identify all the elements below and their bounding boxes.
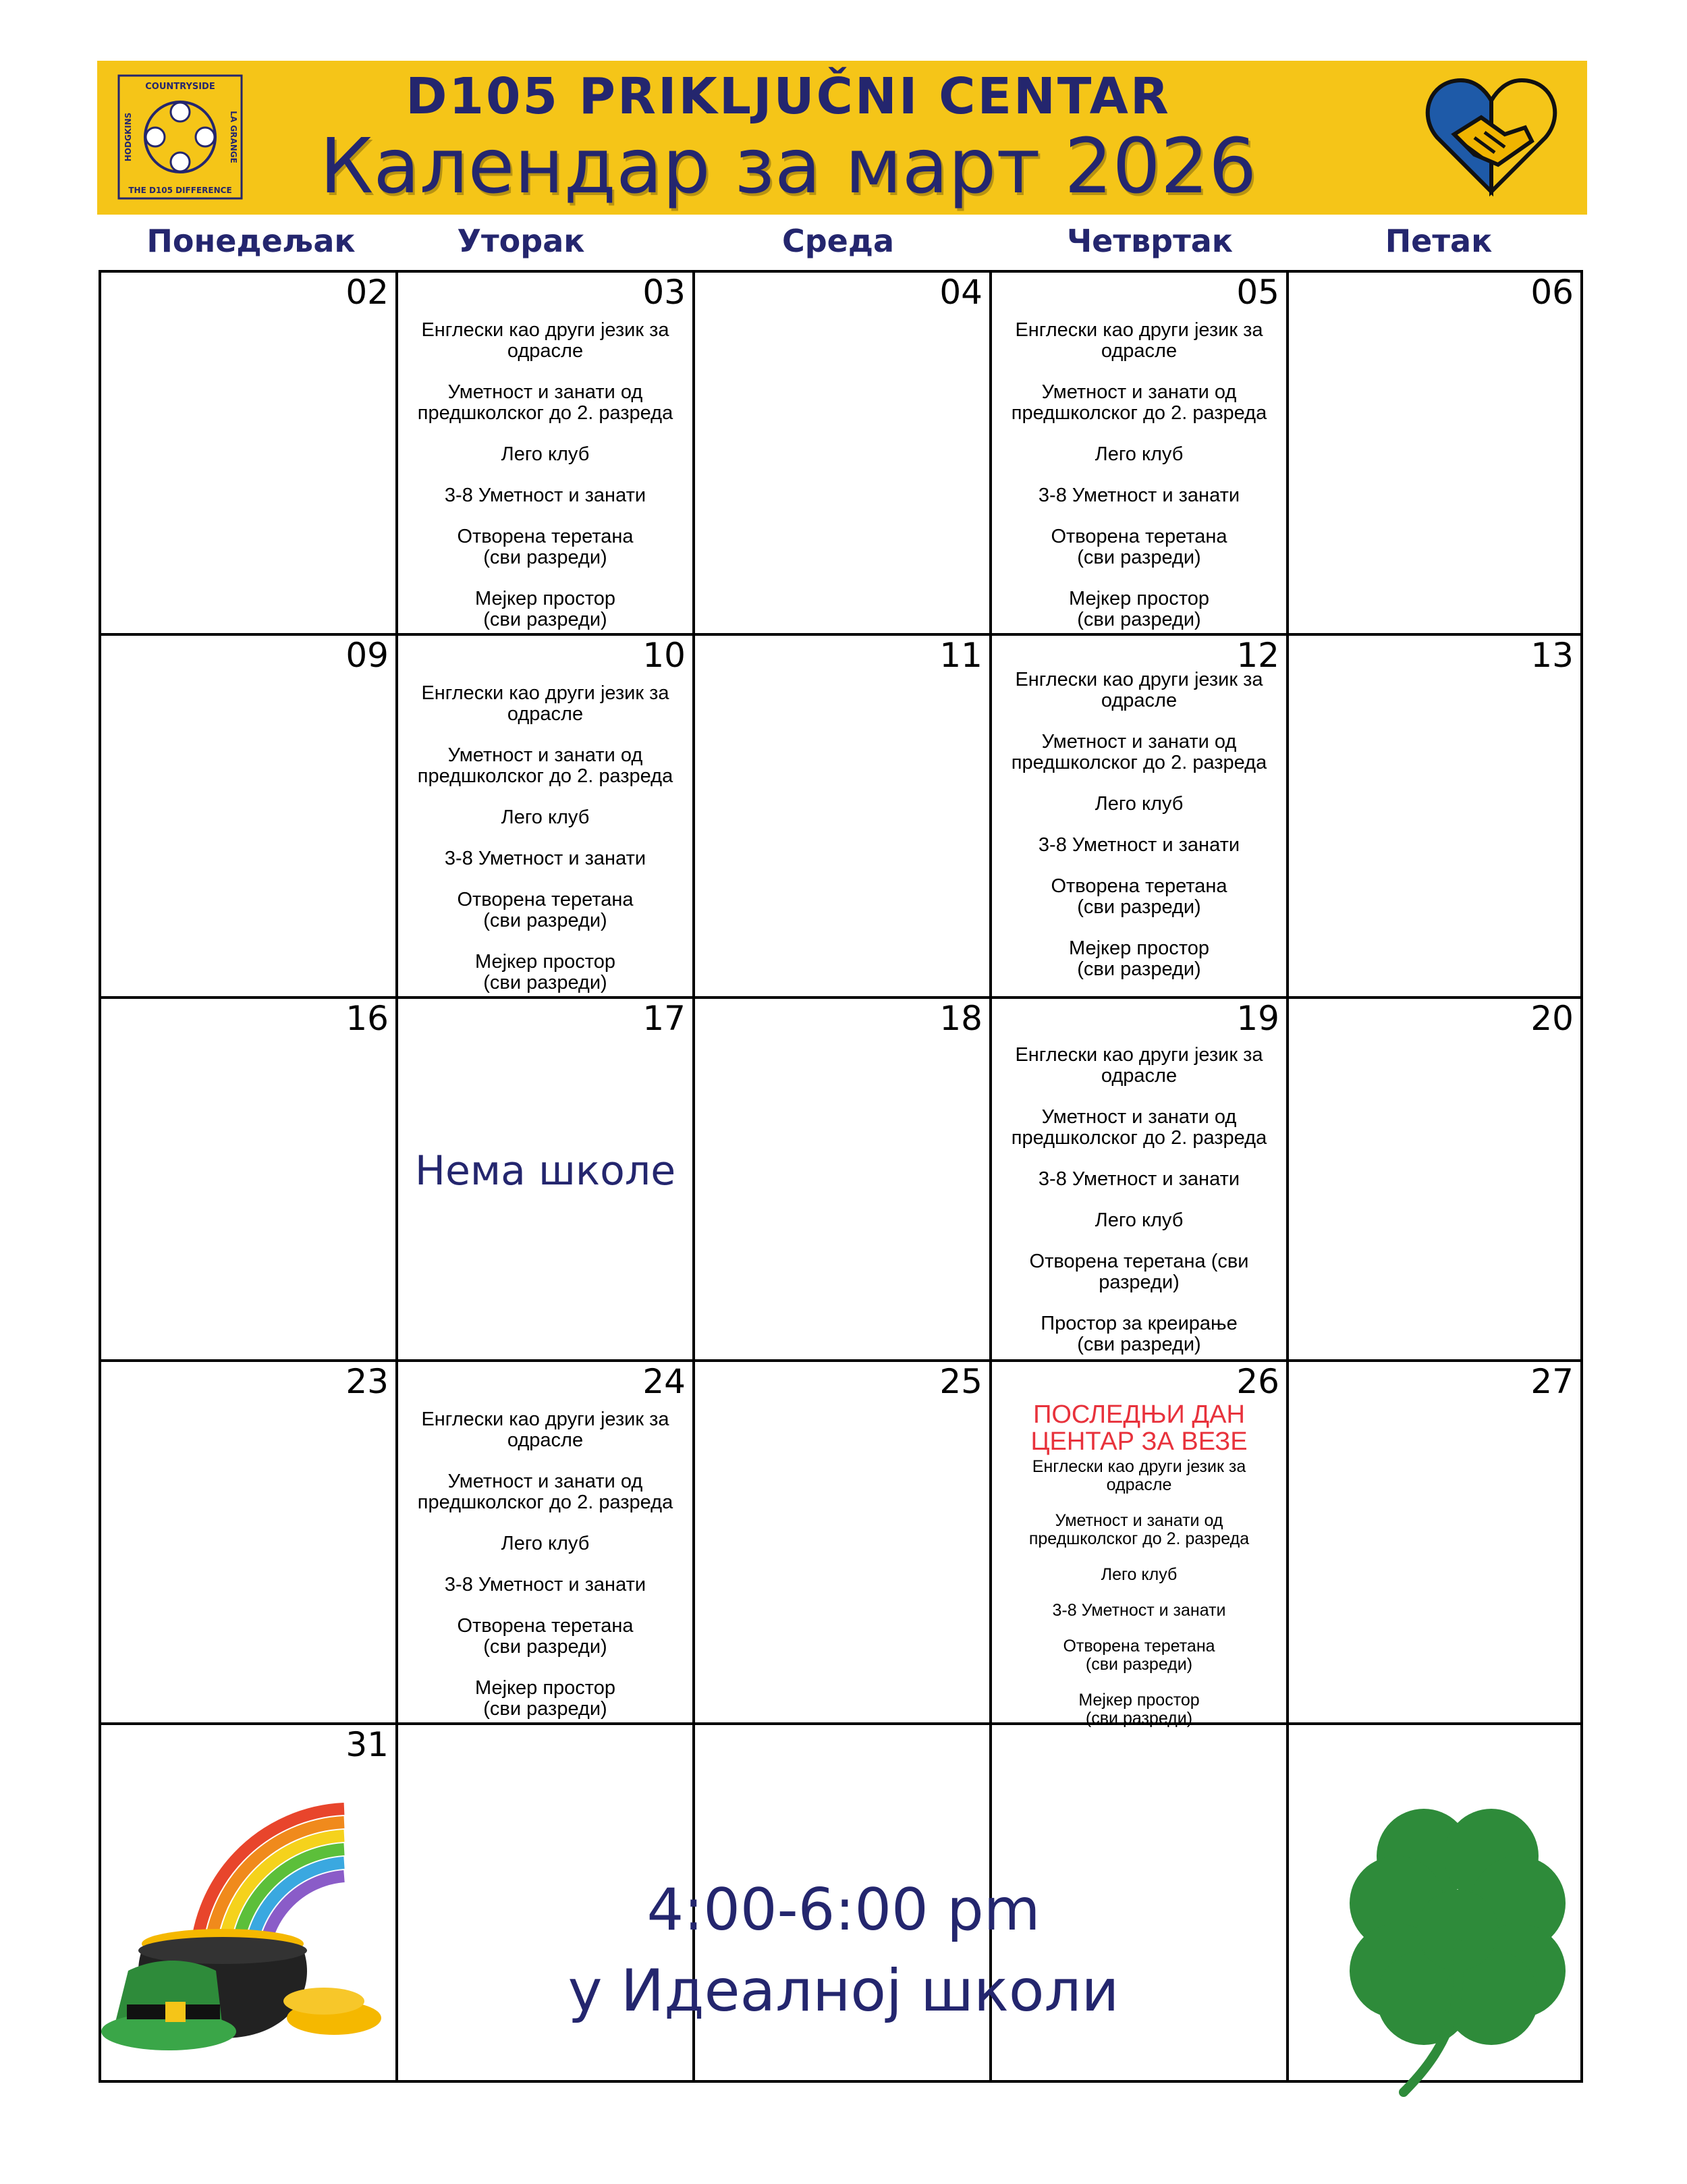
day-number: 13 <box>1530 636 1574 675</box>
calendar-day-cell <box>1289 1362 1580 1725</box>
weekday-monday: Понедељак <box>146 223 356 259</box>
day-number: 31 <box>345 1725 389 1764</box>
activity-item: 3-8 Уметност и занати <box>444 485 646 506</box>
activity-item: Енглески као други језик за одрасле <box>421 1409 669 1451</box>
activity-item: 3-8 Уметност и занати <box>1052 1601 1226 1620</box>
day-number: 02 <box>345 273 389 312</box>
activity-item: 3-8 Уметност и занати <box>1038 834 1240 856</box>
calendar-day-cell <box>101 999 398 1362</box>
activity-item: Отворена теретана (сви разреди) <box>1051 526 1227 568</box>
center-title-text: D105 PRIKLJUČNI CENTAR <box>406 67 1171 126</box>
calendar-day-cell <box>695 999 992 1362</box>
center-title <box>97 67 1587 126</box>
calendar-day-cell <box>992 636 1289 999</box>
calendar-day-cell <box>695 273 992 636</box>
activity-item: Енглески као други језик за одрасле <box>1015 669 1263 711</box>
day-number: 27 <box>1530 1362 1574 1401</box>
footer-location: у Идеалној школи <box>568 1957 1119 2025</box>
activity-list <box>995 320 1283 651</box>
day-number: 09 <box>345 636 389 675</box>
activity-item: Отворена теретана (сви разреди) <box>1051 875 1227 918</box>
activity-item: Мејкер простор (сви разреди) <box>474 951 616 993</box>
logo-text-top: COUNTRYSIDE <box>145 82 215 92</box>
day-number: 17 <box>642 999 686 1038</box>
activity-item: Енглески као други језик за одрасле <box>421 319 669 362</box>
activity-list <box>401 1409 690 1740</box>
activity-item: Отворена теретана (сви разреди) <box>1029 1251 1249 1293</box>
activity-list <box>401 683 690 1014</box>
activity-item: Уметност и занати од предшколског до 2. разреда <box>417 381 673 424</box>
activity-item: Простор за креирање (сви разреди) <box>1041 1313 1238 1355</box>
calendar-day-cell <box>992 999 1289 1362</box>
calendar-day-cell <box>398 1362 695 1725</box>
last-day-highlight: ПОСЛЕДЊИ ДАН ЦЕНТАР ЗА ВЕЗЕ <box>1030 1400 1248 1456</box>
activity-item: Отворена теретана (сви разреди) <box>457 1615 634 1658</box>
activity-item: Мејкер простор (сви разреди) <box>1068 588 1210 630</box>
no-school-note: Нема школе <box>414 1147 676 1195</box>
calendar-day-cell <box>398 999 695 1362</box>
calendar-day-cell <box>101 636 398 999</box>
day-number: 10 <box>642 636 686 675</box>
calendar-day-cell <box>398 273 695 636</box>
activity-item: Лего клуб <box>1101 1565 1178 1584</box>
activity-item: Уметност и занати од предшколског до 2. разреда <box>417 1471 673 1513</box>
activity-item: 3-8 Уметност и занати <box>444 1574 646 1595</box>
day-number: 26 <box>1236 1362 1279 1401</box>
calendar-day-cell <box>1289 999 1580 1362</box>
day-number: 04 <box>939 273 983 312</box>
activity-item: Уметност и занати од предшколског до 2. разреда <box>417 744 673 787</box>
activity-item: Енглески као други језик за одрасле <box>1015 319 1263 362</box>
activity-item: Отворена теретана (сви разреди) <box>457 526 634 568</box>
day-number: 03 <box>642 273 686 312</box>
calendar-day-cell <box>992 1362 1289 1728</box>
activity-item: Енглески као други језик за одрасле <box>1032 1457 1246 1494</box>
activity-list <box>401 320 690 651</box>
activity-item: Мејкер простор (сви разреди) <box>474 588 616 630</box>
activity-item: Лего клуб <box>501 807 590 828</box>
day-number: 20 <box>1530 999 1574 1038</box>
day-number: 25 <box>939 1362 983 1401</box>
weekday-tuesday: Уторак <box>457 223 585 259</box>
activity-item: Лего клуб <box>1095 793 1184 815</box>
pot-of-gold-rainbow-icon <box>101 1748 385 2058</box>
activity-item: Лего клуб <box>501 443 590 465</box>
activity-list <box>995 1045 1283 1375</box>
activity-item: Лего клуб <box>1095 1209 1184 1231</box>
calendar-day-cell <box>1289 636 1580 999</box>
activity-item: Отворена теретана (сви разреди) <box>1063 1637 1215 1674</box>
calendar-title-text: Календар за март 2026 <box>319 123 1257 211</box>
activity-list <box>995 670 1283 1000</box>
activity-item: Мејкер простор (сви разреди) <box>474 1677 616 1720</box>
calendar-day-cell <box>695 1362 992 1725</box>
activity-item: Енглески као други језик за одрасле <box>421 682 669 725</box>
four-leaf-clover-icon <box>1323 1768 1593 2106</box>
day-number: 05 <box>1236 273 1279 312</box>
activity-item: Мејкер простор (сви разреди) <box>1068 937 1210 980</box>
handshake-heart-icon <box>1424 70 1559 198</box>
weekday-wednesday: Среда <box>781 223 895 259</box>
weekday-thursday: Четвртак <box>1067 223 1233 259</box>
header-banner <box>97 61 1587 215</box>
activity-item: Лего клуб <box>501 1533 590 1554</box>
day-number: 11 <box>939 636 983 675</box>
calendar-day-cell <box>101 1362 398 1725</box>
footer-time: 4:00-6:00 pm <box>646 1876 1041 1944</box>
day-number: 23 <box>345 1362 389 1401</box>
activity-item: Уметност и занати од предшколског до 2. разреда <box>1011 381 1267 424</box>
calendar-day-cell <box>992 273 1289 636</box>
calendar-title <box>97 123 1587 211</box>
calendar-day-cell <box>1289 273 1580 636</box>
activity-item: Лего клуб <box>1095 443 1184 465</box>
day-number: 16 <box>345 999 389 1038</box>
activity-item: Мејкер простор (сви разреди) <box>1078 1691 1200 1728</box>
activity-item: Енглески као други језик за одрасле <box>1015 1044 1263 1087</box>
calendar-day-cell <box>101 273 398 636</box>
logo-text-left: HODGKINS <box>123 112 133 162</box>
activity-list <box>995 1401 1283 1745</box>
activity-item: Уметност и занати од предшколског до 2. разреда <box>1011 731 1267 773</box>
calendar-day-cell <box>398 636 695 999</box>
day-number: 19 <box>1236 999 1279 1038</box>
logo-text-bottom: THE D105 DIFFERENCE <box>128 186 232 195</box>
activity-item: Уметност и занати од предшколског до 2. разреда <box>1028 1511 1250 1548</box>
day-number: 24 <box>642 1362 686 1401</box>
activity-item: 3-8 Уметност и занати <box>444 848 646 869</box>
day-number: 18 <box>939 999 983 1038</box>
footer <box>405 1869 1282 2031</box>
activity-item: Отворена теретана (сви разреди) <box>457 889 634 931</box>
activity-item: 3-8 Уметност и занати <box>1038 485 1240 506</box>
weekday-friday: Петак <box>1385 223 1493 259</box>
activity-item: 3-8 Уметност и занати <box>1038 1168 1240 1190</box>
calendar-day-cell <box>695 636 992 999</box>
day-number: 12 <box>1236 636 1279 675</box>
day-number: 06 <box>1530 273 1574 312</box>
activity-item: Уметност и занати од предшколског до 2. разреда <box>1011 1106 1267 1149</box>
logo-text-right: LA GRANGE <box>229 111 238 163</box>
